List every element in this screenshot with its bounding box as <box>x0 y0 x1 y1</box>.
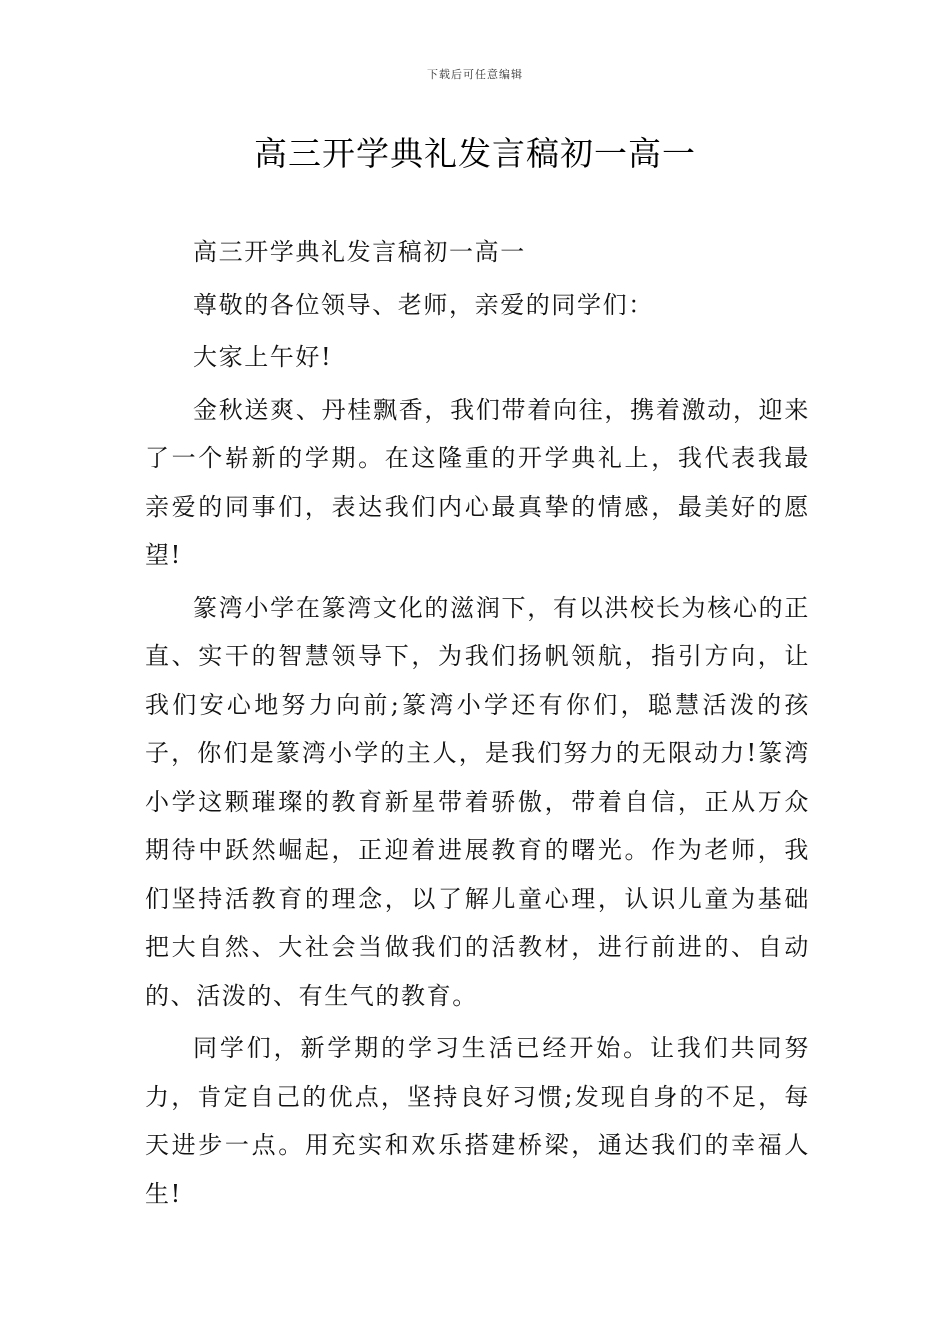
header-note: 下载后可任意编辑 <box>427 68 523 81</box>
paragraph-closing: 同学们，新学期的学习生活已经开始。让我们共同努力，肯定自己的优点，坚持良好习惯;发现自身的不足，每天进步一点。用充实和欢乐搭建桥梁，通达我们的幸福人生! <box>145 1034 810 1208</box>
document-body <box>145 228 810 1218</box>
paragraph-school: 篆湾小学在篆湾文化的滋润下，有以洪校长为核心的正直、实干的智慧领导下，为我们扬帆领航，指引方向，让我们安心地努力向前;篆湾小学还有你们，聪慧活泼的孩子，你们是篆湾小学的主人，是我们努力的无限动力!篆湾小学这颗璀璨的教育新星带着骄傲，带着自信，正从万众期待中跃然崛起，正迎着进展教育的曙光。作为老师，我们坚持活教育的理念，以了解儿童心理，认识儿童为基础把大自然、大社会当做我们的活教材，进行前进的、自动的、活泼的、有生气的教育。 <box>145 593 810 1010</box>
paragraph-subtitle: 高三开学典礼发言稿初一高一 <box>193 238 526 266</box>
paragraph-opening: 金秋送爽、丹桂飘香，我们带着向往，携着激动，迎来了一个崭新的学期。在这隆重的开学典礼上，我代表我最亲爱的同事们，表达我们内心最真挚的情感，最美好的愿望! <box>145 395 810 569</box>
document-title: 高三开学典礼发言稿初一高一 <box>254 134 696 173</box>
paragraph-salutation: 尊敬的各位领导、老师，亲爱的同学们： <box>193 290 654 319</box>
paragraph-greeting: 大家上午好! <box>193 343 333 371</box>
